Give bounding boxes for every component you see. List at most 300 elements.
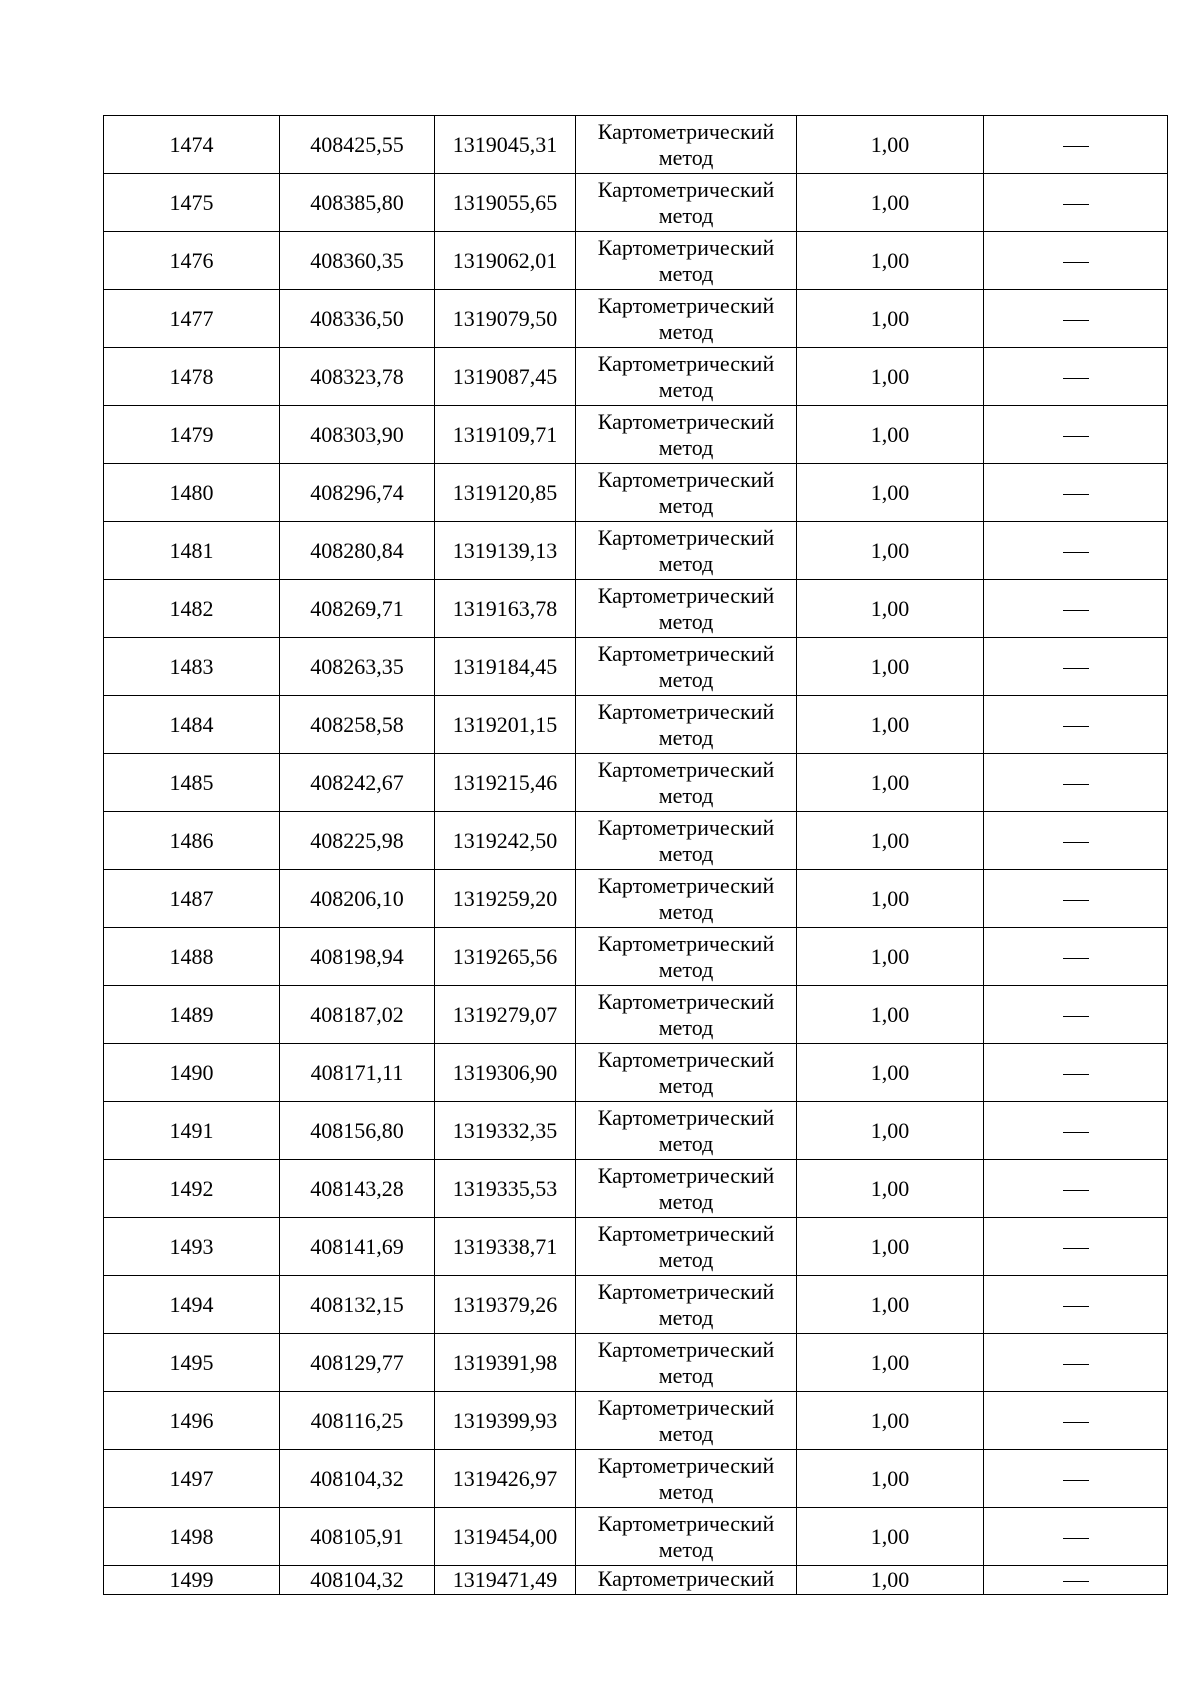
dash-icon — [1063, 262, 1089, 263]
dash-icon — [1063, 436, 1089, 437]
method-cell-text: Картометрический метод — [597, 582, 775, 634]
precision-cell — [797, 348, 984, 406]
table-row — [104, 1392, 1168, 1450]
precision-cell-text: 1,00 — [870, 305, 910, 331]
method-cell-text: Картометрический метод — [597, 524, 775, 576]
x-coordinate-cell-text: 408206,10 — [310, 885, 404, 911]
table-row — [104, 464, 1168, 522]
y-coordinate-cell-text: 1319306,90 — [452, 1059, 558, 1085]
precision-cell-text: 1,00 — [870, 1117, 910, 1143]
x-coordinate-cell — [280, 1218, 435, 1276]
y-coordinate-cell-text: 1319391,98 — [452, 1349, 558, 1375]
dash-icon — [1063, 1364, 1089, 1365]
point-number-cell-text: 1487 — [169, 885, 214, 911]
point-number-cell-text: 1493 — [169, 1233, 214, 1259]
dash-icon — [1063, 1480, 1089, 1481]
precision-cell-text: 1,00 — [870, 1001, 910, 1027]
precision-cell-text: 1,00 — [870, 769, 910, 795]
note-cell — [984, 696, 1168, 754]
method-cell-text: Картометрический метод — [597, 176, 775, 228]
y-coordinate-cell-text: 1319454,00 — [452, 1523, 558, 1549]
x-coordinate-cell — [280, 464, 435, 522]
x-coordinate-cell-text: 408187,02 — [310, 1001, 404, 1027]
method-cell — [576, 464, 797, 522]
method-cell — [576, 812, 797, 870]
precision-cell — [797, 1102, 984, 1160]
y-coordinate-cell — [435, 928, 576, 986]
note-cell — [984, 1102, 1168, 1160]
y-coordinate-cell-text: 1319062,01 — [452, 247, 558, 273]
precision-cell — [797, 464, 984, 522]
y-coordinate-cell-text: 1319338,71 — [452, 1233, 558, 1259]
dash-icon — [1063, 1306, 1089, 1307]
table-row — [104, 522, 1168, 580]
method-cell — [576, 174, 797, 232]
note-cell — [984, 1218, 1168, 1276]
point-number-cell — [104, 464, 280, 522]
dash-icon — [1063, 204, 1089, 205]
y-coordinate-cell-text: 1319079,50 — [452, 305, 558, 331]
note-cell — [984, 348, 1168, 406]
method-cell — [576, 1160, 797, 1218]
precision-cell — [797, 696, 984, 754]
note-cell — [984, 522, 1168, 580]
precision-cell-text: 1,00 — [870, 537, 910, 563]
method-cell — [576, 1392, 797, 1450]
y-coordinate-cell — [435, 580, 576, 638]
method-cell — [576, 1508, 797, 1566]
x-coordinate-cell — [280, 1276, 435, 1334]
y-coordinate-cell — [435, 1508, 576, 1566]
method-cell-text: Картометрический метод — [597, 1394, 775, 1446]
point-number-cell-text: 1483 — [169, 653, 214, 679]
y-coordinate-cell — [435, 638, 576, 696]
point-number-cell-text: 1480 — [169, 479, 214, 505]
y-coordinate-cell-text: 1319279,07 — [452, 1001, 558, 1027]
precision-cell-text: 1,00 — [870, 1233, 910, 1259]
note-cell — [984, 1450, 1168, 1508]
precision-cell-text: 1,00 — [870, 1407, 910, 1433]
precision-cell-text: 1,00 — [870, 1175, 910, 1201]
method-cell-text: Картометрический метод — [597, 640, 775, 692]
dash-icon — [1063, 958, 1089, 959]
point-number-cell — [104, 522, 280, 580]
y-coordinate-cell — [435, 232, 576, 290]
precision-cell — [797, 1566, 984, 1595]
dash-icon — [1063, 726, 1089, 727]
precision-cell-text: 1,00 — [870, 943, 910, 969]
y-coordinate-cell-text: 1319426,97 — [452, 1465, 558, 1491]
x-coordinate-cell-text: 408242,67 — [310, 769, 404, 795]
note-cell — [984, 232, 1168, 290]
dash-icon — [1063, 1190, 1089, 1191]
note-cell — [984, 1392, 1168, 1450]
note-cell — [984, 986, 1168, 1044]
table-row — [104, 1566, 1168, 1595]
point-number-cell — [104, 1218, 280, 1276]
precision-cell — [797, 1508, 984, 1566]
y-coordinate-cell-text: 1319139,13 — [452, 537, 558, 563]
note-cell — [984, 928, 1168, 986]
table-row — [104, 754, 1168, 812]
method-cell-text: Картометрический метод — [597, 1046, 775, 1098]
method-cell-text: Картометрический метод — [597, 814, 775, 866]
dash-icon — [1063, 146, 1089, 147]
point-number-cell-text: 1499 — [169, 1567, 214, 1592]
method-cell — [576, 1044, 797, 1102]
point-number-cell — [104, 928, 280, 986]
point-number-cell — [104, 232, 280, 290]
precision-cell-text: 1,00 — [870, 1523, 910, 1549]
dash-icon — [1063, 1422, 1089, 1423]
x-coordinate-cell-text: 408171,11 — [310, 1059, 404, 1085]
method-cell — [576, 232, 797, 290]
point-number-cell-text: 1477 — [169, 305, 214, 331]
point-number-cell — [104, 986, 280, 1044]
method-cell — [576, 986, 797, 1044]
precision-cell — [797, 928, 984, 986]
precision-cell-text: 1,00 — [870, 711, 910, 737]
point-number-cell-text: 1490 — [169, 1059, 214, 1085]
x-coordinate-cell-text: 408303,90 — [310, 421, 404, 447]
y-coordinate-cell-text: 1319120,85 — [452, 479, 558, 505]
y-coordinate-cell — [435, 406, 576, 464]
table-row — [104, 1276, 1168, 1334]
dash-icon — [1063, 320, 1089, 321]
method-cell — [576, 754, 797, 812]
point-number-cell — [104, 1276, 280, 1334]
point-number-cell — [104, 174, 280, 232]
note-cell — [984, 1044, 1168, 1102]
y-coordinate-cell — [435, 812, 576, 870]
point-number-cell — [104, 116, 280, 174]
method-cell — [576, 928, 797, 986]
x-coordinate-cell — [280, 174, 435, 232]
x-coordinate-cell — [280, 1044, 435, 1102]
y-coordinate-cell — [435, 1566, 576, 1595]
point-number-cell — [104, 1102, 280, 1160]
point-number-cell-text: 1488 — [169, 943, 214, 969]
precision-cell — [797, 638, 984, 696]
y-coordinate-cell-text: 1319201,15 — [452, 711, 558, 737]
x-coordinate-cell — [280, 116, 435, 174]
method-cell-text: Картометрический метод — [597, 1336, 775, 1388]
precision-cell-text: 1,00 — [870, 131, 910, 157]
method-cell — [576, 580, 797, 638]
point-number-cell-text: 1485 — [169, 769, 214, 795]
point-number-cell — [104, 290, 280, 348]
point-number-cell — [104, 406, 280, 464]
precision-cell — [797, 1450, 984, 1508]
method-cell-text: Картометрический метод — [597, 292, 775, 344]
x-coordinate-cell-text: 408132,15 — [310, 1291, 404, 1317]
x-coordinate-cell-text: 408105,91 — [310, 1523, 404, 1549]
point-number-cell-text: 1495 — [169, 1349, 214, 1375]
table-row — [104, 116, 1168, 174]
x-coordinate-cell — [280, 1102, 435, 1160]
y-coordinate-cell — [435, 754, 576, 812]
dash-icon — [1063, 784, 1089, 785]
method-cell — [576, 348, 797, 406]
table-row — [104, 928, 1168, 986]
precision-cell-text: 1,00 — [870, 1465, 910, 1491]
point-number-cell — [104, 348, 280, 406]
note-cell — [984, 464, 1168, 522]
note-cell — [984, 1160, 1168, 1218]
x-coordinate-cell — [280, 928, 435, 986]
precision-cell-text: 1,00 — [870, 885, 910, 911]
method-cell-text: Картометрический метод — [597, 1220, 775, 1272]
y-coordinate-cell — [435, 1334, 576, 1392]
precision-cell-text: 1,00 — [870, 479, 910, 505]
point-number-cell — [104, 638, 280, 696]
point-number-cell — [104, 1450, 280, 1508]
x-coordinate-cell-text: 408263,35 — [310, 653, 404, 679]
x-coordinate-cell — [280, 1392, 435, 1450]
x-coordinate-cell-text: 408116,25 — [310, 1407, 404, 1433]
precision-cell — [797, 986, 984, 1044]
table-row — [104, 1102, 1168, 1160]
y-coordinate-cell-text: 1319259,20 — [452, 885, 558, 911]
x-coordinate-cell — [280, 870, 435, 928]
x-coordinate-cell-text: 408360,35 — [310, 247, 404, 273]
method-cell — [576, 1450, 797, 1508]
y-coordinate-cell — [435, 348, 576, 406]
method-cell-text: Картометрический — [597, 1566, 775, 1591]
point-number-cell-text: 1494 — [169, 1291, 214, 1317]
dash-icon — [1063, 1132, 1089, 1133]
method-cell-text: Картометрический метод — [597, 408, 775, 460]
y-coordinate-cell — [435, 1044, 576, 1102]
y-coordinate-cell-text: 1319242,50 — [452, 827, 558, 853]
precision-cell — [797, 754, 984, 812]
y-coordinate-cell-text: 1319109,71 — [452, 421, 558, 447]
y-coordinate-cell — [435, 1392, 576, 1450]
precision-cell — [797, 116, 984, 174]
method-cell — [576, 290, 797, 348]
table-row — [104, 1160, 1168, 1218]
y-coordinate-cell — [435, 174, 576, 232]
precision-cell-text: 1,00 — [870, 1349, 910, 1375]
note-cell — [984, 1566, 1168, 1595]
note-cell — [984, 1508, 1168, 1566]
y-coordinate-cell — [435, 522, 576, 580]
x-coordinate-cell — [280, 1450, 435, 1508]
table-row — [104, 1044, 1168, 1102]
table-row — [104, 870, 1168, 928]
point-number-cell — [104, 580, 280, 638]
y-coordinate-cell-text: 1319087,45 — [452, 363, 558, 389]
method-cell — [576, 696, 797, 754]
precision-cell — [797, 580, 984, 638]
precision-cell-text: 1,00 — [870, 247, 910, 273]
table-row — [104, 812, 1168, 870]
x-coordinate-cell — [280, 1508, 435, 1566]
y-coordinate-cell — [435, 870, 576, 928]
dash-icon — [1063, 842, 1089, 843]
point-number-cell — [104, 1044, 280, 1102]
method-cell — [576, 406, 797, 464]
method-cell — [576, 1276, 797, 1334]
method-cell-text: Картометрический метод — [597, 466, 775, 518]
method-cell-text: Картометрический метод — [597, 698, 775, 750]
table-row — [104, 696, 1168, 754]
table-row — [104, 1334, 1168, 1392]
dash-icon — [1063, 1538, 1089, 1539]
method-cell — [576, 522, 797, 580]
y-coordinate-cell-text: 1319055,65 — [452, 189, 558, 215]
x-coordinate-cell-text: 408258,58 — [310, 711, 404, 737]
precision-cell-text: 1,00 — [870, 421, 910, 447]
y-coordinate-cell — [435, 1450, 576, 1508]
precision-cell — [797, 290, 984, 348]
note-cell — [984, 580, 1168, 638]
method-cell — [576, 1566, 797, 1595]
method-cell — [576, 1334, 797, 1392]
precision-cell-text: 1,00 — [870, 1059, 910, 1085]
x-coordinate-cell-text: 408143,28 — [310, 1175, 404, 1201]
note-cell — [984, 290, 1168, 348]
x-coordinate-cell-text: 408225,98 — [310, 827, 404, 853]
point-number-cell — [104, 1160, 280, 1218]
method-cell-text: Картометрический метод — [597, 872, 775, 924]
method-cell — [576, 870, 797, 928]
method-cell-text: Картометрический метод — [597, 1452, 775, 1504]
y-coordinate-cell — [435, 1160, 576, 1218]
table-row — [104, 1218, 1168, 1276]
x-coordinate-cell — [280, 1160, 435, 1218]
x-coordinate-cell-text: 408385,80 — [310, 189, 404, 215]
method-cell-text: Картометрический метод — [597, 234, 775, 286]
method-cell-text: Картометрический метод — [597, 1510, 775, 1562]
point-number-cell-text: 1484 — [169, 711, 214, 737]
x-coordinate-cell-text: 408104,32 — [310, 1465, 404, 1491]
x-coordinate-cell-text: 408141,69 — [310, 1233, 404, 1259]
x-coordinate-cell — [280, 580, 435, 638]
x-coordinate-cell-text: 408425,55 — [310, 131, 404, 157]
y-coordinate-cell — [435, 696, 576, 754]
point-number-cell-text: 1476 — [169, 247, 214, 273]
point-number-cell-text: 1496 — [169, 1407, 214, 1433]
point-number-cell — [104, 1566, 280, 1595]
precision-cell — [797, 1276, 984, 1334]
dash-icon — [1063, 378, 1089, 379]
table-row — [104, 638, 1168, 696]
point-number-cell-text: 1492 — [169, 1175, 214, 1201]
y-coordinate-cell — [435, 1102, 576, 1160]
point-number-cell-text: 1474 — [169, 131, 214, 157]
precision-cell — [797, 870, 984, 928]
x-coordinate-cell-text: 408198,94 — [310, 943, 404, 969]
x-coordinate-cell — [280, 522, 435, 580]
table-row — [104, 232, 1168, 290]
precision-cell-text: 1,00 — [870, 189, 910, 215]
method-cell-text: Картометрический метод — [597, 756, 775, 808]
method-cell-text: Картометрический метод — [597, 1278, 775, 1330]
x-coordinate-cell — [280, 696, 435, 754]
dash-icon — [1063, 1016, 1089, 1017]
x-coordinate-cell — [280, 406, 435, 464]
point-number-cell — [104, 1508, 280, 1566]
precision-cell — [797, 1334, 984, 1392]
point-number-cell — [104, 812, 280, 870]
table-row — [104, 290, 1168, 348]
coordinates-table — [103, 115, 1168, 1595]
y-coordinate-cell-text: 1319335,53 — [452, 1175, 558, 1201]
point-number-cell — [104, 1334, 280, 1392]
y-coordinate-cell-text: 1319471,49 — [452, 1567, 558, 1592]
x-coordinate-cell-text: 408323,78 — [310, 363, 404, 389]
precision-cell-text: 1,00 — [870, 653, 910, 679]
precision-cell — [797, 1218, 984, 1276]
x-coordinate-cell — [280, 290, 435, 348]
x-coordinate-cell — [280, 754, 435, 812]
method-cell — [576, 1102, 797, 1160]
precision-cell — [797, 232, 984, 290]
x-coordinate-cell — [280, 812, 435, 870]
precision-cell-text: 1,00 — [870, 1567, 910, 1592]
note-cell — [984, 1334, 1168, 1392]
note-cell — [984, 638, 1168, 696]
x-coordinate-cell — [280, 348, 435, 406]
y-coordinate-cell-text: 1319045,31 — [452, 131, 558, 157]
y-coordinate-cell-text: 1319163,78 — [452, 595, 558, 621]
precision-cell — [797, 406, 984, 464]
note-cell — [984, 870, 1168, 928]
point-number-cell-text: 1479 — [169, 421, 214, 447]
dash-icon — [1063, 1074, 1089, 1075]
x-coordinate-cell-text: 408336,50 — [310, 305, 404, 331]
x-coordinate-cell-text: 408296,74 — [310, 479, 404, 505]
x-coordinate-cell-text: 408129,77 — [310, 1349, 404, 1375]
method-cell — [576, 1218, 797, 1276]
precision-cell — [797, 1392, 984, 1450]
y-coordinate-cell — [435, 1218, 576, 1276]
x-coordinate-cell-text: 408280,84 — [310, 537, 404, 563]
method-cell-text: Картометрический метод — [597, 988, 775, 1040]
point-number-cell-text: 1491 — [169, 1117, 214, 1143]
table-row — [104, 348, 1168, 406]
point-number-cell-text: 1498 — [169, 1523, 214, 1549]
x-coordinate-cell-text: 408269,71 — [310, 595, 404, 621]
y-coordinate-cell-text: 1319399,93 — [452, 1407, 558, 1433]
dash-icon — [1063, 900, 1089, 901]
point-number-cell-text: 1497 — [169, 1465, 214, 1491]
point-number-cell — [104, 1392, 280, 1450]
y-coordinate-cell-text: 1319265,56 — [452, 943, 558, 969]
x-coordinate-cell — [280, 232, 435, 290]
x-coordinate-cell — [280, 1566, 435, 1595]
precision-cell — [797, 522, 984, 580]
precision-cell-text: 1,00 — [870, 1291, 910, 1317]
point-number-cell-text: 1482 — [169, 595, 214, 621]
table-row — [104, 406, 1168, 464]
y-coordinate-cell — [435, 1276, 576, 1334]
note-cell — [984, 754, 1168, 812]
method-cell — [576, 638, 797, 696]
dash-icon — [1063, 1581, 1089, 1582]
note-cell — [984, 406, 1168, 464]
method-cell-text: Картометрический метод — [597, 350, 775, 402]
y-coordinate-cell-text: 1319184,45 — [452, 653, 558, 679]
table-row — [104, 580, 1168, 638]
table-row — [104, 986, 1168, 1044]
dash-icon — [1063, 552, 1089, 553]
y-coordinate-cell — [435, 464, 576, 522]
method-cell-text: Картометрический метод — [597, 1104, 775, 1156]
precision-cell — [797, 1160, 984, 1218]
note-cell — [984, 1276, 1168, 1334]
